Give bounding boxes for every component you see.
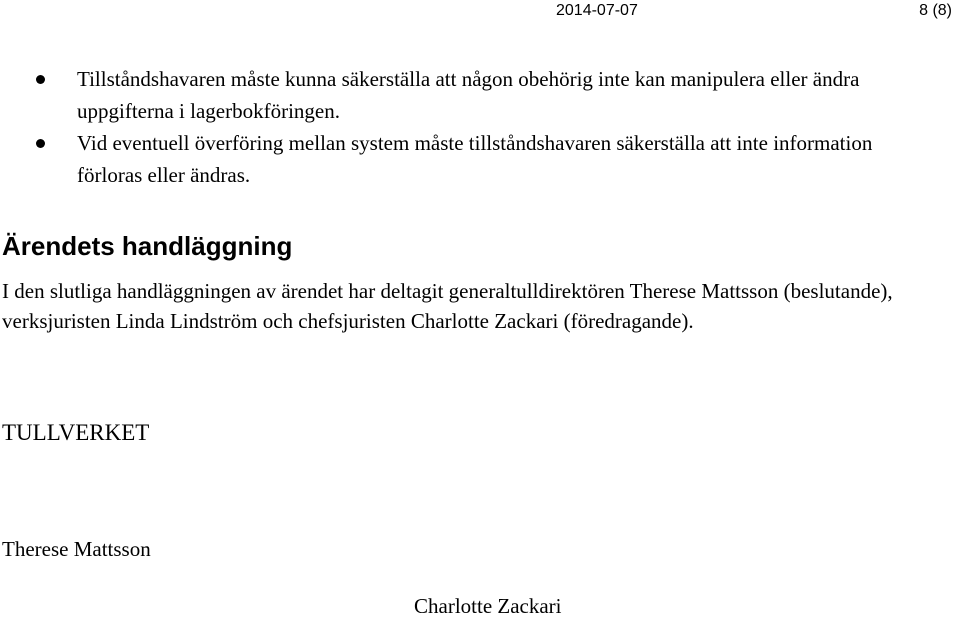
bullet-list [0,63,900,191]
signer-name-primary: Therese Mattsson [2,537,151,561]
bullet-text: Vid eventuell överföring mellan system måste tillståndshavaren säkerställa att inte information förloras eller ändras. [77,131,873,187]
header-date: 2014-07-07 [556,2,638,19]
signer-name-secondary: Charlotte Zackari [414,594,562,618]
organization-name: TULLVERKET [2,420,150,445]
bullet-text: Tillståndshavaren måste kunna säkerställa att någon obehörig inte kan manipulera eller ändra uppgifterna i lagerbokföringen. [77,67,860,123]
page-number: 8 (8) [919,2,952,19]
bullet-item [0,63,900,127]
section-heading: Ärendets handläggning [2,231,293,261]
bullet-item [0,127,900,191]
body-paragraph: I den slutliga handläggningen av ärendet har deltagit generaltulldirektören Therese Mattsson (beslutande), verksjuristen Linda Lindström och chefsjuristen Charlotte Zackari (föredragande). [2,279,893,333]
bullet-icon [36,75,45,84]
bullet-icon [36,139,45,148]
